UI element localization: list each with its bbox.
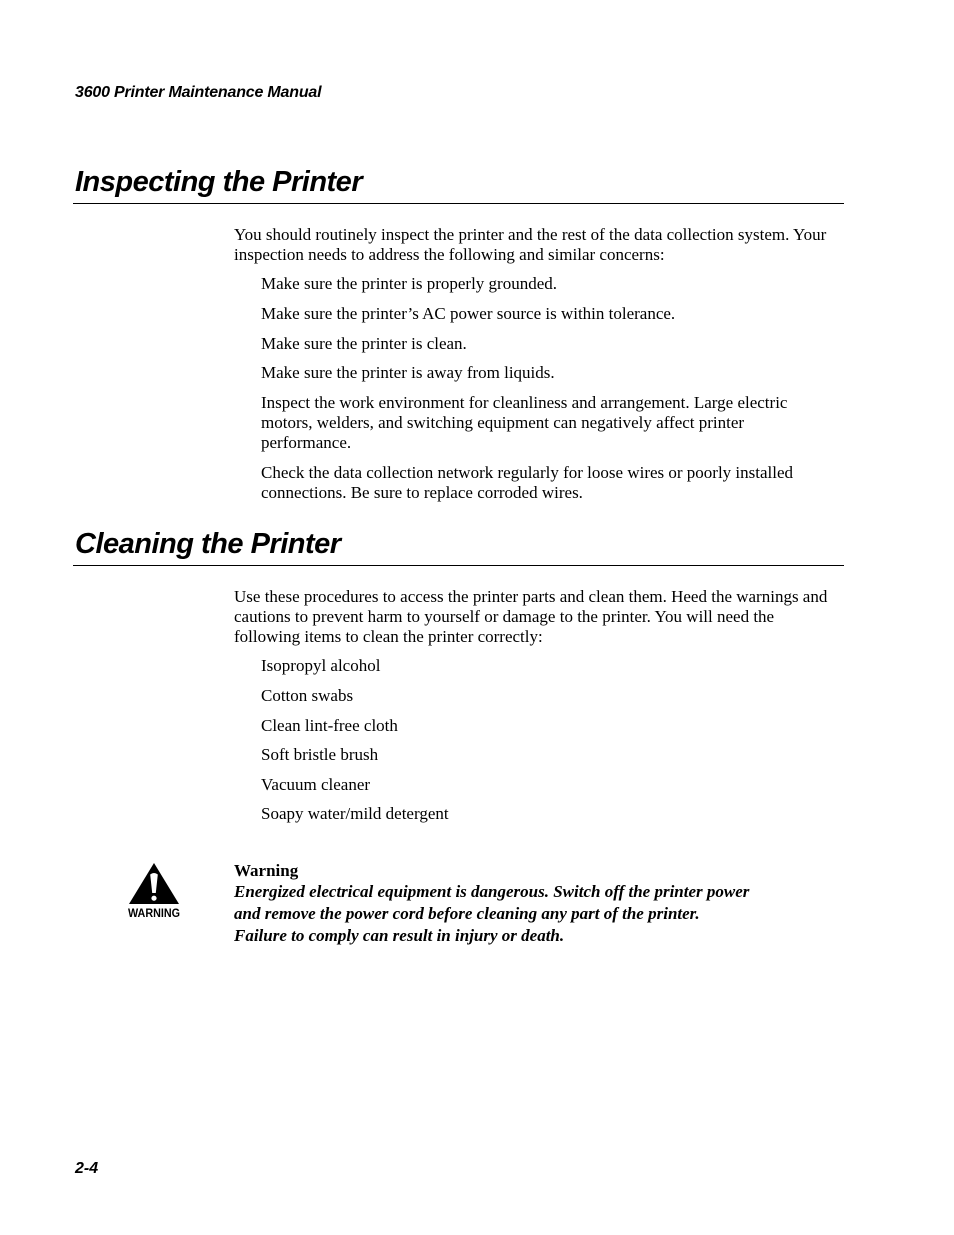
list-item: Vacuum cleaner [261,775,371,794]
list-item: Make sure the printer is away from liquids. [261,363,555,382]
list-item: Isopropyl alcohol [261,656,381,675]
warning-text: Energized electrical equipment is dangerous. Switch off the printer power and remove the power cord before cleaning any part of the printer. Failure to comply can result in injury or death. [234,882,750,945]
list-item: Soft bristle brush [261,745,379,764]
heading-rule [73,565,844,566]
list-item: Check the data collection network regularly for loose wires or poorly installed connections. Be sure to replace corroded wires. [261,463,794,502]
heading-cleaning: Cleaning the Printer [75,528,341,560]
heading-rule [73,203,844,204]
list-item: Soapy water/mild detergent [261,804,449,823]
list-item: Make sure the printer is clean. [261,334,467,353]
list-item: Make sure the printer’s AC power source is within tolerance. [261,304,676,323]
warning-triangle-icon [127,862,181,922]
warning-icon-label: WARNING [128,906,180,920]
cleaning-intro: Use these procedures to access the printer parts and clean them. Heed the warnings and cautions to prevent harm to yourself or damage to the printer. You will need the following items to clean the printer correctly: [234,587,828,646]
list-item: Inspect the work environment for cleanliness and arrangement. Large electric motors, welders, and switching equipment can negatively affect printer performance. [261,393,788,452]
list-item: Clean lint-free cloth [261,716,398,735]
heading-inspecting: Inspecting the Printer [75,166,363,198]
page-number: 2-4 [75,1160,99,1177]
list-item: Cotton swabs [261,686,354,705]
warning-title: Warning [234,861,299,880]
inspecting-intro: You should routinely inspect the printer and the rest of the data collection system. Your inspection needs to address the following and similar concerns: [234,225,827,264]
running-header: 3600 Printer Maintenance Manual [75,84,322,101]
list-item: Make sure the printer is properly grounded. [261,274,557,293]
